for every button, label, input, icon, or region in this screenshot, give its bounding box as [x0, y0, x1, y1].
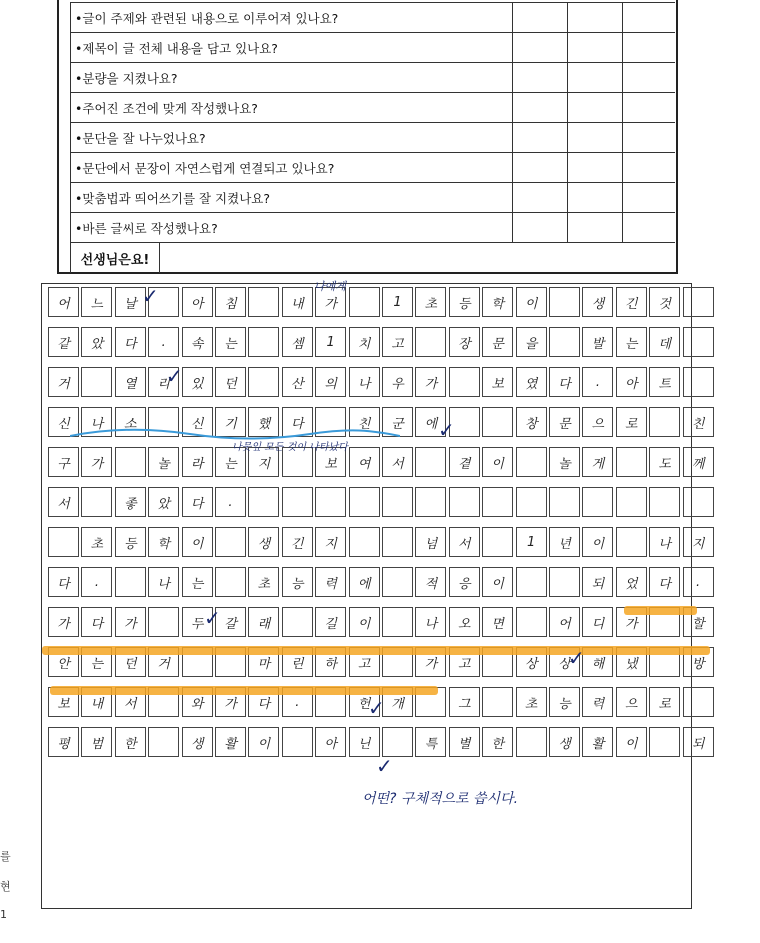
grid-cell[interactable]: 특: [415, 727, 446, 757]
grid-cell[interactable]: .: [215, 487, 246, 517]
grid-cell[interactable]: 되: [582, 567, 613, 597]
grid-cell[interactable]: [349, 527, 380, 557]
grid-cell[interactable]: [349, 487, 380, 517]
grid-cell[interactable]: 이: [248, 727, 279, 757]
checklist-question: •맞춤법과 띄어쓰기를 잘 지켰나요?: [70, 183, 512, 212]
grid-cell[interactable]: 서: [115, 687, 146, 717]
grid-cell[interactable]: [382, 567, 413, 597]
grid-cell[interactable]: 는: [182, 567, 213, 597]
margin-mark: 현: [0, 880, 11, 893]
check-box[interactable]: [567, 3, 622, 32]
grid-cell[interactable]: 다: [649, 567, 680, 597]
grid-cell[interactable]: 와: [182, 687, 213, 717]
grid-cell[interactable]: [48, 527, 79, 557]
check-box[interactable]: [512, 153, 567, 182]
grid-cell[interactable]: 발: [582, 327, 613, 357]
grid-cell[interactable]: [516, 447, 547, 477]
grid-cell[interactable]: 등: [449, 287, 480, 317]
grid-cell[interactable]: 이: [182, 527, 213, 557]
grid-cell[interactable]: 데: [649, 327, 680, 357]
grid-cell[interactable]: 던: [115, 647, 146, 677]
grid-cell[interactable]: 서: [449, 527, 480, 557]
checklist-row: [70, 92, 675, 122]
grid-cell[interactable]: 것: [649, 287, 680, 317]
grid-cell[interactable]: [516, 607, 547, 637]
grid-cell[interactable]: [683, 487, 714, 517]
grid-cell[interactable]: 다: [81, 607, 112, 637]
grid-cell[interactable]: 린: [282, 647, 313, 677]
check-box[interactable]: [622, 123, 677, 152]
grid-cell[interactable]: 상: [549, 647, 580, 677]
grid-cell[interactable]: 곁: [449, 447, 480, 477]
grid-cell[interactable]: [549, 487, 580, 517]
grid-cell[interactable]: [215, 567, 246, 597]
grid-cell[interactable]: [248, 487, 279, 517]
grid-cell[interactable]: [449, 487, 480, 517]
check-box[interactable]: [622, 213, 677, 242]
grid-cell[interactable]: 는: [616, 327, 647, 357]
grid-cell[interactable]: 문: [482, 327, 513, 357]
grid-cell[interactable]: 방: [683, 647, 714, 677]
grid-cell[interactable]: [382, 487, 413, 517]
grid-cell[interactable]: 한: [115, 727, 146, 757]
grid-cell[interactable]: [81, 367, 112, 397]
checklist-row: [70, 32, 675, 62]
grid-cell[interactable]: 친: [349, 407, 380, 437]
grid-cell[interactable]: 면: [482, 607, 513, 637]
grid-cell[interactable]: [148, 607, 179, 637]
checklist-question: •제목이 글 전체 내용을 담고 있나요?: [70, 33, 512, 62]
grid-cell[interactable]: [516, 567, 547, 597]
grid-cell[interactable]: [482, 407, 513, 437]
grid-cell[interactable]: 력: [582, 687, 613, 717]
grid-cell[interactable]: 가: [616, 607, 647, 637]
grid-cell[interactable]: 지: [683, 527, 714, 557]
grid-cell[interactable]: 소: [115, 407, 146, 437]
grid-cell[interactable]: [549, 567, 580, 597]
grid-cell[interactable]: 는: [215, 447, 246, 477]
grid-cell[interactable]: [115, 567, 146, 597]
manuscript-row: [42, 727, 705, 757]
grid-cell[interactable]: [282, 607, 313, 637]
grid-cell[interactable]: 이: [616, 727, 647, 757]
grid-cell[interactable]: 보: [48, 687, 79, 717]
grid-cell[interactable]: [248, 367, 279, 397]
check-box[interactable]: [567, 93, 622, 122]
grid-cell[interactable]: 다: [48, 567, 79, 597]
grid-cell[interactable]: 았: [81, 327, 112, 357]
grid-cell[interactable]: [248, 327, 279, 357]
grid-cell[interactable]: 느: [81, 287, 112, 317]
grid-cell[interactable]: 가: [115, 607, 146, 637]
grid-cell[interactable]: 는: [215, 327, 246, 357]
grid-cell[interactable]: 력: [315, 567, 346, 597]
grid-cell[interactable]: [482, 687, 513, 717]
grid-cell[interactable]: 고: [349, 647, 380, 677]
check-box[interactable]: [512, 123, 567, 152]
grid-cell[interactable]: [549, 327, 580, 357]
grid-cell[interactable]: 등: [115, 527, 146, 557]
grid-cell[interactable]: 열: [115, 367, 146, 397]
teacher-comment: 어떤? 구체적으로 씁시다.: [362, 791, 519, 807]
grid-cell[interactable]: 해: [582, 647, 613, 677]
grid-cell[interactable]: .: [582, 367, 613, 397]
teacher-comment-row: [70, 242, 675, 273]
grid-cell[interactable]: 생: [182, 727, 213, 757]
margin-mark: 를: [0, 850, 11, 863]
grid-cell[interactable]: 생: [248, 527, 279, 557]
grid-cell[interactable]: 문: [549, 407, 580, 437]
grid-cell[interactable]: [549, 287, 580, 317]
grid-cell[interactable]: [683, 687, 714, 717]
grid-cell[interactable]: 같: [48, 327, 79, 357]
grid-cell[interactable]: 하: [315, 647, 346, 677]
grid-cell[interactable]: [582, 487, 613, 517]
grid-cell[interactable]: 서: [48, 487, 79, 517]
grid-cell[interactable]: 군: [382, 407, 413, 437]
grid-cell[interactable]: [315, 487, 346, 517]
grid-cell[interactable]: 긴: [282, 527, 313, 557]
grid-cell[interactable]: 1: [315, 327, 346, 357]
grid-cell[interactable]: 으: [582, 407, 613, 437]
grid-cell[interactable]: 으: [616, 687, 647, 717]
grid-cell[interactable]: 안: [48, 647, 79, 677]
check-box[interactable]: [512, 63, 567, 92]
self-check-table: [57, 0, 676, 275]
highlight-stroke: [624, 606, 697, 615]
grid-cell[interactable]: 내: [282, 287, 313, 317]
grid-cell[interactable]: 긴: [616, 287, 647, 317]
grid-cell[interactable]: [415, 487, 446, 517]
grid-cell[interactable]: [349, 287, 380, 317]
grid-cell[interactable]: 서: [382, 447, 413, 477]
grid-cell[interactable]: 디: [582, 607, 613, 637]
checklist-row: [70, 62, 675, 92]
teacher-label: 선생님은요!: [70, 243, 160, 273]
checklist-question: •바른 글씨로 작성했나요?: [70, 213, 512, 242]
grid-cell[interactable]: [282, 487, 313, 517]
grid-cell[interactable]: 거: [48, 367, 79, 397]
grid-cell[interactable]: 활: [582, 727, 613, 757]
grid-cell[interactable]: 의: [315, 367, 346, 397]
check-mark-icon: ✓: [438, 418, 455, 442]
grid-cell[interactable]: 개: [382, 687, 413, 717]
grid-cell[interactable]: [516, 487, 547, 517]
grid-cell[interactable]: [683, 367, 714, 397]
manuscript-row: [42, 287, 691, 317]
grid-cell[interactable]: 고: [382, 327, 413, 357]
check-box[interactable]: [512, 93, 567, 122]
check-box[interactable]: [622, 63, 677, 92]
grid-cell[interactable]: 어: [549, 607, 580, 637]
grid-cell[interactable]: 그: [449, 687, 480, 717]
grid-cell[interactable]: 을: [516, 327, 547, 357]
grid-cell[interactable]: 한: [482, 727, 513, 757]
grid-cell[interactable]: 지: [248, 447, 279, 477]
grid-cell[interactable]: 범: [81, 727, 112, 757]
grid-cell[interactable]: 다: [248, 687, 279, 717]
grid-cell[interactable]: 적: [415, 567, 446, 597]
grid-cell[interactable]: [449, 367, 480, 397]
grid-cell[interactable]: 이: [482, 567, 513, 597]
check-mark-icon: ✓: [166, 364, 183, 388]
grid-cell[interactable]: 트: [649, 367, 680, 397]
check-mark-icon: ✓: [368, 696, 385, 720]
grid-cell[interactable]: 이: [482, 447, 513, 477]
grid-cell[interactable]: 에: [349, 567, 380, 597]
grid-cell[interactable]: 보: [482, 367, 513, 397]
grid-cell[interactable]: 초: [516, 687, 547, 717]
manuscript-row: [42, 447, 705, 477]
note-annotation: 나뭇잎 모든 것이 나타났다: [232, 442, 348, 453]
grid-cell[interactable]: 아: [182, 287, 213, 317]
grid-cell[interactable]: 이: [516, 287, 547, 317]
grid-cell[interactable]: [616, 527, 647, 557]
grid-cell[interactable]: 생: [582, 287, 613, 317]
grid-cell[interactable]: 1: [382, 287, 413, 317]
check-mark-icon: ✓: [204, 606, 221, 630]
grid-cell[interactable]: 이: [349, 607, 380, 637]
grid-cell[interactable]: 신: [48, 407, 79, 437]
grid-cell[interactable]: 놀: [549, 447, 580, 477]
check-box[interactable]: [622, 183, 677, 212]
grid-cell[interactable]: 구: [48, 447, 79, 477]
grid-cell[interactable]: [616, 487, 647, 517]
grid-cell[interactable]: [215, 527, 246, 557]
grid-cell[interactable]: 장: [449, 327, 480, 357]
grid-cell[interactable]: 다: [282, 407, 313, 437]
grid-cell[interactable]: 신: [182, 407, 213, 437]
grid-cell[interactable]: 고: [449, 647, 480, 677]
grid-cell[interactable]: [81, 487, 112, 517]
grid-cell[interactable]: 냈: [616, 647, 647, 677]
check-box[interactable]: [567, 33, 622, 62]
grid-cell[interactable]: 되: [683, 727, 714, 757]
check-mark-icon: ✓: [142, 284, 159, 308]
manuscript-row: [42, 367, 691, 397]
grid-cell[interactable]: 좋: [115, 487, 146, 517]
check-box[interactable]: [567, 213, 622, 242]
grid-cell[interactable]: 여: [349, 447, 380, 477]
check-box[interactable]: [622, 3, 677, 32]
check-box[interactable]: [567, 123, 622, 152]
grid-cell[interactable]: 내: [81, 687, 112, 717]
grid-cell[interactable]: [248, 287, 279, 317]
highlight-stroke: [50, 686, 438, 695]
grid-cell[interactable]: 가: [315, 287, 346, 317]
manuscript-row: [42, 607, 705, 637]
grid-cell[interactable]: .: [81, 567, 112, 597]
grid-cell[interactable]: 어: [48, 287, 79, 317]
grid-cell[interactable]: 치: [349, 327, 380, 357]
check-box[interactable]: [622, 153, 677, 182]
checklist-question: •분량을 지켰나요?: [70, 63, 512, 92]
manuscript-row: [42, 527, 705, 557]
grid-cell[interactable]: [683, 287, 714, 317]
grid-cell[interactable]: 별: [449, 727, 480, 757]
grid-cell[interactable]: 오: [449, 607, 480, 637]
grid-cell[interactable]: [148, 727, 179, 757]
grid-cell[interactable]: 이: [582, 527, 613, 557]
check-box[interactable]: [622, 33, 677, 62]
grid-cell[interactable]: 활: [215, 727, 246, 757]
grid-cell[interactable]: 상: [516, 647, 547, 677]
grid-cell[interactable]: 보: [315, 447, 346, 477]
grid-cell[interactable]: 였: [516, 367, 547, 397]
grid-cell[interactable]: 년: [549, 527, 580, 557]
grid-cell[interactable]: 로: [616, 407, 647, 437]
grid-cell[interactable]: 닌: [349, 727, 380, 757]
grid-cell[interactable]: 능: [549, 687, 580, 717]
grid-cell[interactable]: 셈: [282, 327, 313, 357]
grid-cell[interactable]: [115, 447, 146, 477]
checklist-row: [70, 182, 675, 212]
checklist-row: [70, 122, 675, 152]
grid-cell[interactable]: 던: [215, 367, 246, 397]
grid-cell[interactable]: 아: [616, 367, 647, 397]
grid-cell[interactable]: 마: [248, 647, 279, 677]
grid-cell[interactable]: 침: [215, 287, 246, 317]
check-box[interactable]: [512, 3, 567, 32]
manuscript-row: [42, 487, 691, 517]
grid-cell[interactable]: 기: [215, 407, 246, 437]
grid-cell[interactable]: .: [282, 687, 313, 717]
grid-cell[interactable]: 리: [148, 367, 179, 397]
grid-cell[interactable]: [616, 447, 647, 477]
grid-cell[interactable]: [516, 727, 547, 757]
grid-cell[interactable]: [649, 407, 680, 437]
grid-cell[interactable]: 초: [81, 527, 112, 557]
check-box[interactable]: [567, 63, 622, 92]
grid-cell[interactable]: 길: [315, 607, 346, 637]
grid-cell[interactable]: .: [683, 567, 714, 597]
grid-cell[interactable]: 학: [482, 287, 513, 317]
grid-cell[interactable]: 생: [549, 727, 580, 757]
grid-cell[interactable]: 께: [683, 447, 714, 477]
grid-cell[interactable]: 게: [582, 447, 613, 477]
grid-cell[interactable]: 있: [182, 367, 213, 397]
grid-cell[interactable]: [482, 527, 513, 557]
grid-cell[interactable]: 거: [148, 647, 179, 677]
grid-cell[interactable]: 능: [282, 567, 313, 597]
grid-cell[interactable]: 래: [248, 607, 279, 637]
checklist-row: [70, 2, 675, 32]
grid-cell[interactable]: [382, 527, 413, 557]
grid-cell[interactable]: 아: [315, 727, 346, 757]
grid-cell[interactable]: 가: [48, 607, 79, 637]
check-box[interactable]: [567, 153, 622, 182]
check-mark-icon: ✓: [376, 754, 393, 778]
grid-cell[interactable]: 학: [148, 527, 179, 557]
grid-cell[interactable]: 다: [549, 367, 580, 397]
grid-cell[interactable]: 다: [182, 487, 213, 517]
grid-cell[interactable]: 는: [81, 647, 112, 677]
highlight-stroke: [42, 646, 710, 655]
grid-cell[interactable]: 나: [148, 567, 179, 597]
grid-cell[interactable]: 가: [415, 647, 446, 677]
grid-cell[interactable]: [649, 487, 680, 517]
grid-cell[interactable]: [382, 607, 413, 637]
grid-cell[interactable]: 다: [115, 327, 146, 357]
manuscript-row: [42, 567, 701, 597]
grid-cell[interactable]: 산: [282, 367, 313, 397]
check-box[interactable]: [512, 33, 567, 62]
grid-cell[interactable]: 초: [415, 287, 446, 317]
grid-cell[interactable]: [282, 727, 313, 757]
grid-cell[interactable]: [649, 727, 680, 757]
grid-cell[interactable]: 할: [683, 607, 714, 637]
manuscript-row: [42, 327, 691, 357]
grid-cell[interactable]: .: [148, 327, 179, 357]
grid-cell[interactable]: 갈: [215, 607, 246, 637]
check-box[interactable]: [622, 93, 677, 122]
grid-cell[interactable]: 초: [248, 567, 279, 597]
checklist-question: •주어진 조건에 맞게 작성했나요?: [70, 93, 512, 122]
grid-cell[interactable]: [415, 327, 446, 357]
grid-cell[interactable]: [382, 727, 413, 757]
grid-cell[interactable]: 날: [115, 287, 146, 317]
grid-cell[interactable]: 속: [182, 327, 213, 357]
grid-cell[interactable]: 라: [182, 447, 213, 477]
checklist-row: [70, 152, 675, 182]
grid-cell[interactable]: 응: [449, 567, 480, 597]
check-box[interactable]: [567, 183, 622, 212]
grid-cell[interactable]: 나: [415, 607, 446, 637]
grid-cell[interactable]: 창: [516, 407, 547, 437]
grid-cell[interactable]: [683, 327, 714, 357]
grid-cell[interactable]: 평: [48, 727, 79, 757]
grid-cell[interactable]: 도: [649, 447, 680, 477]
insert-annotation: 나에게: [314, 280, 346, 293]
checklist-question: •글이 주제와 관련된 내용으로 이루어져 있나요?: [70, 3, 512, 32]
check-box[interactable]: [512, 183, 567, 212]
grid-cell[interactable]: 넘: [415, 527, 446, 557]
grid-cell[interactable]: 헌: [349, 687, 380, 717]
check-mark-icon: ✓: [568, 646, 585, 670]
checklist-question: •문단에서 문장이 자연스럽게 연결되고 있나요?: [70, 153, 512, 182]
grid-cell[interactable]: 로: [649, 687, 680, 717]
checklist-row: [70, 212, 675, 242]
manuscript-sheet: [41, 280, 705, 909]
grid-cell[interactable]: 지: [315, 527, 346, 557]
grid-cell[interactable]: 놀: [148, 447, 179, 477]
grid-cell[interactable]: 가: [81, 447, 112, 477]
grid-cell[interactable]: 었: [616, 567, 647, 597]
grid-cell[interactable]: [415, 447, 446, 477]
grid-cell[interactable]: [482, 487, 513, 517]
grid-cell[interactable]: 했: [248, 407, 279, 437]
checklist-question: •문단을 잘 나누었나요?: [70, 123, 512, 152]
grid-cell[interactable]: 가: [415, 367, 446, 397]
grid-cell[interactable]: 나: [649, 527, 680, 557]
grid-cell[interactable]: 우: [382, 367, 413, 397]
grid-cell[interactable]: 나: [349, 367, 380, 397]
grid-cell[interactable]: 나: [81, 407, 112, 437]
grid-cell[interactable]: 에: [415, 407, 446, 437]
check-box[interactable]: [512, 213, 567, 242]
grid-cell[interactable]: 1: [516, 527, 547, 557]
grid-cell[interactable]: 두: [182, 607, 213, 637]
grid-cell[interactable]: 친: [683, 407, 714, 437]
grid-cell[interactable]: 가: [215, 687, 246, 717]
margin-mark: 1: [0, 908, 7, 921]
grid-cell[interactable]: 았: [148, 487, 179, 517]
